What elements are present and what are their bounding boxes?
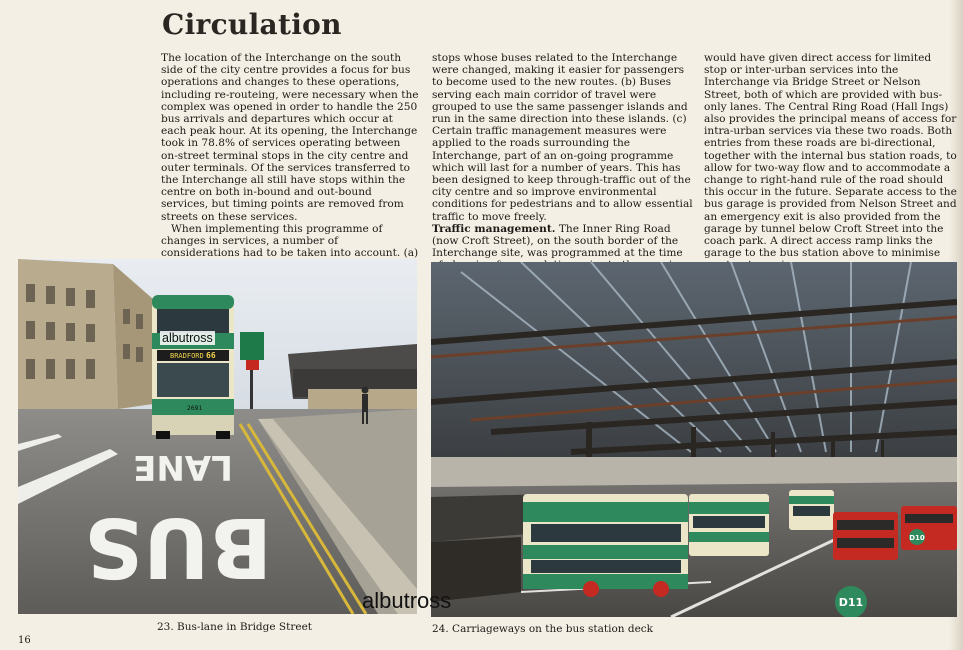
watermark-small: albutross [162,331,213,345]
text-column-2 [432,52,694,284]
caption-photo-23: 23. Bus-lane in Bridge Street [157,621,313,633]
green-bus [789,490,834,530]
bus-destination: BRADFORD [170,352,204,360]
red-bus [901,506,957,550]
watermark: albutross [362,588,452,613]
bus-fleet-number: 2691 [187,405,203,412]
subheading-traffic-management: Traffic management. [432,222,556,235]
paragraph: would have given direct access for limited stop or inter-urban services into the Interchange via Bridge Street or Nelson Street, both of which are provided with bus-only lanes. The Central Ring Road (Hall Ings) also provides the principal means of access for intra-urban services via these two roads. Both entries from these roads are bi-directional, together with the internal bus station roads, to allow for two-way flow and to accommodate a change to right-hand rule of the road should this occur in the future. Separate access to the bus garage is provided from Nelson Street and an emergency exit is also provided from the garage by tunnel below Croft Street into the coach park. A direct access ramp links the garage to the bus station above to minimise [704,52,957,260]
paragraph: stops whose buses related to the Interchange were changed, making it easier for passengers to become used to the new routes. (b) Buses serving each main corridor of travel were grouped to use the same passenger islands and run in the same direction into these islands. (c) Certain traffic management measures were applied to the roads surrounding the Interchange, part of an on-going programme which will last for a number of years. This has been designed to keep through-traffic out of the city centre and so improve environmental conditions for pedestrians and to allow essential traffic to move freely. [432,52,693,223]
bus-sign-d10: D10 [909,534,925,542]
text-column-3 [704,52,957,272]
page-number: 16 [18,635,31,646]
bay-sign-d11: D11 [838,596,864,609]
green-bus [523,494,688,597]
paragraph: The location of the Interchange on the south side of the city centre provides a focus for bus operations and changes to these operations, including re-routeing, were necessary when the complex was opened in order to handle the 250 bus arrivals and departures which occur at each peak hour. At its opening, the Interchange took in 78.8% of services operating between on-street terminal stops in the city centre and outer terminals. Of the services transferred to the Interchange all still have stops within the centre on both in-bound and out-bound services, but timing points are removed from streets on these services. [161,52,419,223]
road-marking-bus: BUS [83,499,273,594]
photo-bus-station-deck [431,262,957,617]
paragraph: When implementing this programme of changes in services, a number of considerations had to be taken into account. (a) [161,222,419,260]
caption-photo-24: 24. Carriageways on the bus station deck [432,623,654,635]
photo-bus-station-drawing [431,262,957,617]
double-decker-bus [152,295,234,439]
photo-bus-lane [18,259,417,614]
page-title: Circulation [162,8,342,41]
green-bus [689,494,769,556]
red-bus [833,512,898,560]
bus-route-number: 66 [206,351,216,360]
text-column-1 [161,52,419,272]
road-marking-lane: LANE [133,447,233,487]
paragraph-text: The Inner Ring Road (now Croft Street), on the south border of the Interchange site, was programmed at the time [432,222,683,260]
photo-bus-lane-drawing [18,259,417,614]
